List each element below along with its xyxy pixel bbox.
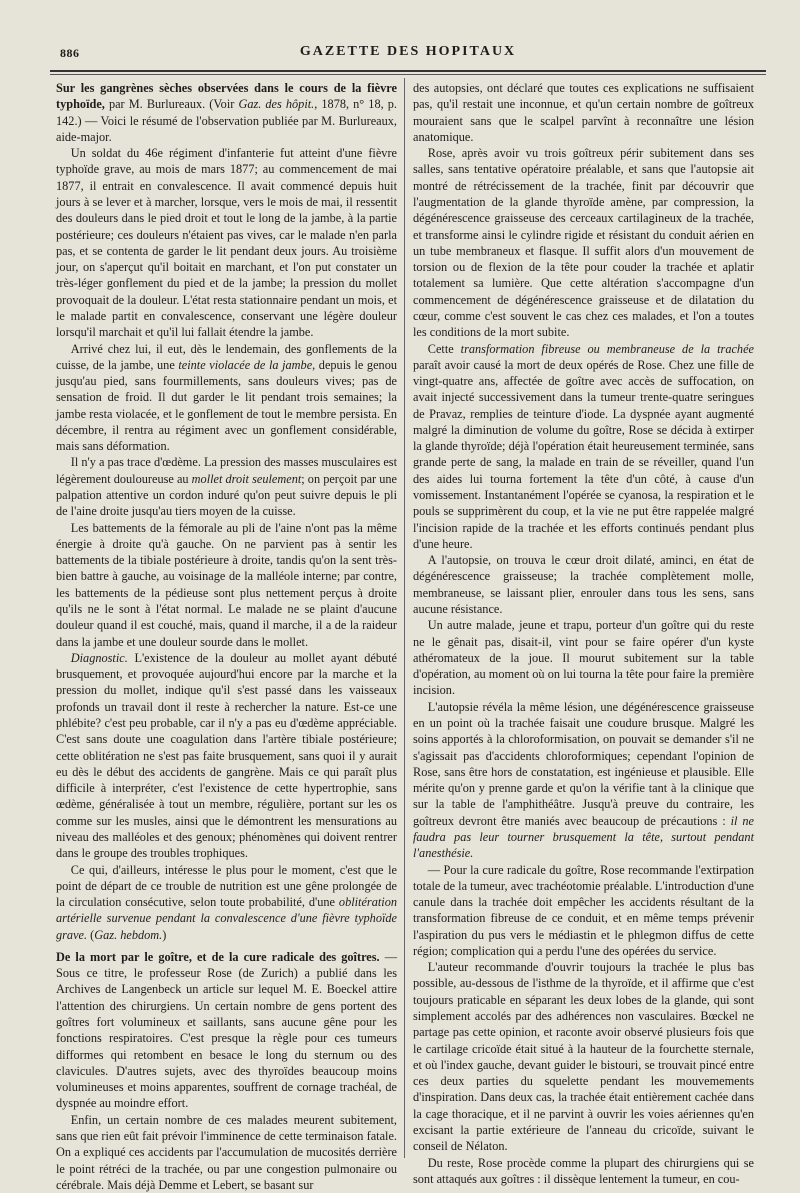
paragraph: Un soldat du 46e régiment d'infanterie fut atteint d'une fièvre typhoïde grave, au mois de mars 1877; au commencement de mai 1877, il entrait en convalescence. Il avait commencé depuis huit jours à se lever et à marcher, lorsque, vers le mois de mai, il ressentit des douleurs dans le pied droit et tout le long de la jambe, à la partie postérieure; ces douleurs n'étaient pas vives, car le malade n'en parla pas, et se contenta de garder le lit pendant deux jours. Au troisième jour, on s'aperçut qu'il boitait en marchant, et l'on put constater un très-léger gonflement du pied et de la jambe; la pression du mollet provoquait de la douleur. L'état resta stationnaire pendant un mois, et le malade partit en convalescence, conservant une légère douleur lorsqu'il marchait et qu'il lui fallait étendre la jambe. [56,146,397,340]
article-goitre-title: De la mort par le goître, et de la cure radicale des goîtres. [56,949,380,964]
paragraph: Diagnostic. L'existence de la douleur au mollet ayant débuté brusquement, et provoquée aujourd'hui encore par la marche et la pression du mollet, indique qu'il s'est passé dans les vaisseaux profonds un travail dont il reste à rechercher la nature. Est-ce une phlébite? c'est peu probable, car il n'y a pas eu d'œdème appréciable. C'est sans doute une coagulation dans l'artère tibiale postérieure; cette oblitération ne s'est pas faite brusquement, sans quoi il y aurait eu dès le début des accidents de gangrène. Mais ce qui paraît plus difficile à interpréter, c'est l'existence de cette hypertrophie, sans œdème, généralisée à tout un membre, régulière, portant sur les os comme sur les musles, ainsi que le démontrent les mensurations au niveau des malléoles et des genoux; phénomènes qui doivent rentrer dans le groupe des troubles trophiques. [56,650,397,861]
paragraph: — Pour la cure radicale du goître, Rose recommande l'extirpation totale de la tumeur, avec trachéotomie préalable. L'introduction d'une canule dans la trachée doit empêcher les accidents résultant de la transformation fibreuse de ce conduit, et en même temps prévenir l'aspiration du pus vers le médiastin et le phlegmon diffus de cette région; complication qui a perdu l'une des opérées du service. [413,862,754,958]
paragraph: Enfin, un certain nombre de ces malades meurent subitement, sans que rien eût fait prévoir l'imminence de cette terminaison fatale. On a expliqué ces accidents par l'accumulation de mucosités derrière le point rétréci de la trachée, ou par une congestion pulmonaire ou cérébrale. Mais déjà Demme et Lebert, se basant sur [56,1112,397,1192]
paragraph: des autopsies, ont déclaré que toutes ces explications ne suffisaient pas, qu'il restait une inconnue, et qu'un certain nombre de goîtreux mouraient sans que le scalpel parvînt à reconnaître une lésion anatomique. [413,81,754,144]
paragraph: Les battements de la fémorale au pli de l'aine n'ont pas la même énergie à droite qu'à gauche. On ne parvient pas à sentir les battements de la tibiale postérieure à droite, tandis qu'on la sent très-bien battre à gauche, au voisinage de la malléole interne; par contre, les battements de la pédieuse sont plus nettement perçus à droite qu'ils ne le sont à l'état normal. Le malade ne se plaint d'aucune douleur quand il est couché, mais, quand il marche, il a de la raideur dans la jambe et une douleur sourde dans le mollet. [56,520,397,649]
header-rule-thick [50,70,766,72]
right-column [413,80,755,1186]
paragraph: Du reste, Rose procède comme la plupart des chirurgiens qui se sont attaqués aux goîtres : il dissèque lentement la tumeur, en cou- [413,1155,754,1186]
paragraph: L'auteur recommande d'ouvrir toujours la trachée le plus bas possible, au-dessous de l'isthme de la thyroïde, et il affirme que c'est toujours praticable en séparant les deux lobes de la glande, qui sont simplement accolés par des adhérences non vasculaires. Bœckel ne partage pas cette opinion, et raconte avoir observé plusieurs fois que le cartilage cricoïde était situé à la hauteur de la fourchette sternale, et où l'index gauche, devant guider le bistouri, se trouvait pincé entre ces deux parties du squelette pendant les mouvemements d'inspiration. Dans deux cas, la trachée était entièrement cachée dans la cage thoracique, et il ne parvint à ouvrir les voies aériennes qu'en excisant la partie extérieure de l'anneau du cricoïde, suivant le conseil de Nélaton. [413,960,754,1154]
article-gangrene-title: Sur les gangrènes sèches observées dans le cours de la fièvre typhoïde, [56,81,397,112]
paragraph: Il n'y a pas trace d'œdème. La pression des masses musculaires est légèrement douloureuse au mollet droit seulement; on perçoit par une palpation attentive un cordon induré qu'on peut suivre depuis le pli de l'aine droite jusqu'au tiers moyen de la cuisse. [56,455,398,519]
paragraph: Rose, après avoir vu trois goîtreux périr subitement dans ses salles, sans tentative opératoire préalable, et sans que l'autopsie ait montré de rétrécissement de la trachée, finit par découvrir que l'augmentation de la glande thyroïde amène, par compression, la dégénérescence graisseuse des cerceaux cartilagineux de la trachée, et transforme ainsi le cylindre rigide et résistant du conduit aérien en un tube membraneux et flasque. Il suffit alors d'un mouvement de torsion ou de flexion de la tête pour couder la trachée et aplatir totalement sa lumière. Que cette altération s'accompagne d'un commencement de dégénérescence graisseuse et de dilatation du cœur, comme c'est souvent le cas chez ces malades, et l'on a toutes les conditions de la mort subite. [413,146,754,340]
article-gangrene-intro: Sur les gangrènes sèches observées dans le cours de la fièvre typhoïde, par M. Burlureaux. (Voir Gaz. des hôpit., 1878, n° 18, p. 142.) — Voici le résumé de l'observation publiée par M. Burlureaux, aide-major. [56,81,397,144]
journal-title: GAZETTE DES HOPITAUX [299,44,517,59]
paragraph: Arrivé chez lui, il eut, dès le lendemain, des gonflements de la cuisse, de la jambe, une teinte violacée de la jambe, depuis le genou jusqu'au pied, sans fourmillements, sans douleurs vives; pas de sensation de froid. Il dut garder le lit pendant trois semaines; la jambe resta violacée, et le gonflement de tout le membre persista. En décembre, il rentra au régiment avec un gonflement considérable, mais sans déformation. [56,341,397,454]
paragraph: Un autre malade, jeune et trapu, porteur d'un goître qui du reste ne le gênait pas, disait-il, vint pour se faire opérer d'un kyste athéromateux de la joue. Il mourut subitement sur la table d'opération, au moment où on lui tourna la tête pour faire la première incision. [413,618,754,698]
article-goitre-intro: De la mort par le goître, et de la cure radicale des goîtres. — Sous ce titre, le professeur Rose (de Zurich) a publié dans les Archives de Langenbeck un article sur lequel M. E. Boeckel attire l'attention des chirurgiens. Un certain nombre de gens portent des goîtres fort volumineux et saillants, sans aucune gêne pour les fonctions respiratoires. C'est presque la règle pour ces tumeurs difformes qui retombent en besace le long du sternum ou des clavicules. D'autres sujets, avec des thyroïdes beaucoup moins volumineuses et moins apparentes, souffrent de cornage trachéal, de dyspnée au moindre effort. [56,949,397,1111]
page-number: 886 [60,46,80,60]
column-divider [404,78,405,1158]
left-column [56,80,398,1192]
header-rule-thin [50,74,766,75]
paragraph: Cette transformation fibreuse ou membraneuse de la trachée paraît avoir causé la mort de deux opérés de Rose. Chez une fille de vingt-quatre ans, affectée de goître avec accès de suffocation, on avait injecté successivement dans la tumeur trente-quatre seringues de Pravaz, remplies de teinture d'iode. La dyspnée ayant augmenté malgré la diminution de volume du goître, Rose se décida à extirper la glande thyroïde; déjà l'opération était heureusement terminée, sans grande perte de sang, la malade en train de se réveiller, quand l'un des aides lui tourna fortement la tête d'un côté, à cause d'un vomissement. Instantanément l'opérée se cyanosa, la respiration et le pouls se supprimèrent du coup, et la vie ne put être rappelée malgré l'incision rapide de la trachée et les efforts continués pendant plus d'une heure. [413,341,755,551]
paragraph: L'autopsie révéla la même lésion, une dégénérescence graisseuse en un point où la trachée faisait une coudure brusque. Malgré les soins apportés à la chloroformisation, on pouvait se demander s'il ne s'agissait pas d'accidents chloroformiques; cependant l'opinion de Rose, sans être hors de constatation, est ingénieuse et plausible. Elle mérite qu'on y prenne garde et qu'on la vérifie tant à la clinique que sur la table de l'amphithéâtre. Jusqu'à preuve du contraire, les goîtreux devront être maniés avec beaucoup de précautions : il ne faudra pas leur tourner brusquement la tête, surtout pendant l'anesthésie. [413,699,755,861]
paragraph: A l'autopsie, on trouva le cœur droit dilaté, aminci, en état de dégénérescence graisseuse; la trachée complètement molle, membraneuse, se laissant plier, enrouler dans tous les sens, sans aucune résistance. [413,553,754,616]
paragraph: Ce qui, d'ailleurs, intéresse le plus pour le moment, c'est que le point de départ de ce trouble de nutrition est une gêne prolongée de la circulation consécutive, selon toute probabilité, d'une oblitération artérielle survenue pendant la convalescence d'une fièvre typhoïde grave. (Gaz. hebdom.) [56,862,397,942]
page-header [52,46,764,68]
